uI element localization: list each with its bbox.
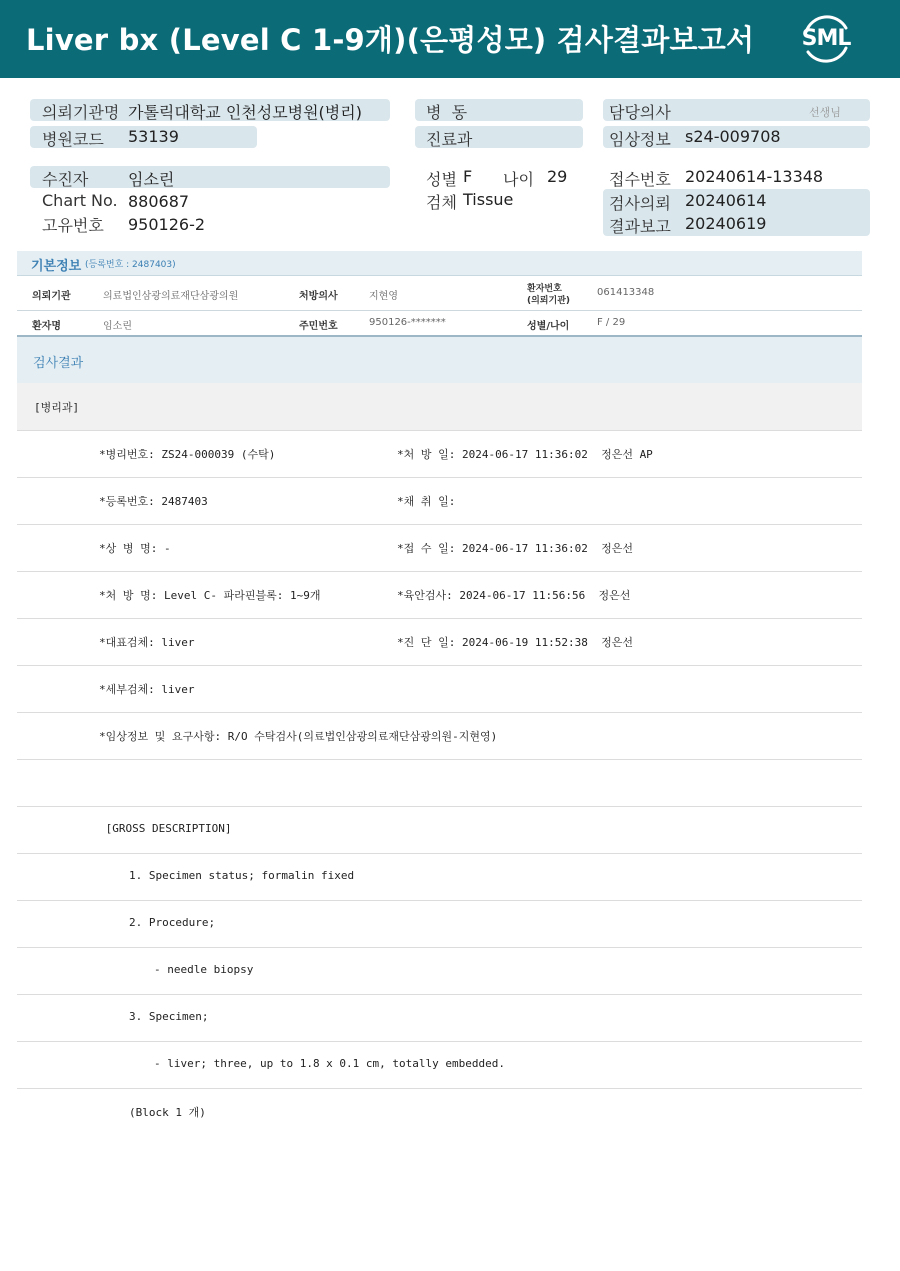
department-name: [병리과]	[34, 401, 80, 414]
inst-label: 의뢰기관	[32, 291, 71, 302]
age-label: 나이	[503, 170, 534, 189]
basic-info-title: 기본정보	[31, 259, 82, 274]
gross-row	[17, 807, 862, 854]
department-bar	[17, 383, 862, 431]
result-left-text: *임상정보 및 요구사항: R/O 수탁검사(의료법인삼광의료재단삼광의원-지현영)	[99, 730, 498, 743]
result-left-text: *처 방 명: Level C- 파라핀블록: 1~9개	[99, 589, 321, 602]
result-row	[17, 760, 862, 807]
sexage-value: F / 29	[597, 317, 626, 328]
result-left-text: *등록번호: 2487403	[99, 495, 208, 508]
result-row	[17, 666, 862, 713]
receipt-label: 접수번호	[609, 170, 671, 189]
hospital-code-value: 53139	[128, 127, 179, 146]
report-title: Liver bx (Level C 1-9개)(은평성모) 검사결과보고서	[26, 23, 755, 57]
basic-info-header	[17, 251, 862, 276]
doctor-label: 담당의사	[609, 103, 671, 122]
request-label: 검사의뢰	[609, 194, 671, 213]
results-header	[17, 336, 862, 383]
gross-row	[17, 854, 862, 901]
prescriber-value: 지현영	[369, 291, 398, 302]
name-label: 환자명	[32, 321, 61, 332]
result-right-text: *진 단 일: 2024-06-19 11:52:38 정은선	[397, 636, 633, 649]
rrn-value: 950126-*******	[369, 317, 446, 328]
gross-text: 1. Specimen status; formalin fixed	[129, 869, 355, 882]
department-label: 진료과	[426, 130, 473, 149]
gross-text: - needle biopsy	[154, 963, 254, 976]
basic-info-row-1	[17, 276, 862, 311]
result-row	[17, 431, 862, 478]
sex-value: F	[463, 167, 473, 186]
result-row	[17, 525, 862, 572]
result-row	[17, 713, 862, 760]
specimen-value: Tissue	[463, 190, 514, 209]
ward-label: 병 동	[426, 103, 468, 122]
result-right-text: *접 수 일: 2024-06-17 11:36:02 정은선	[397, 542, 633, 555]
registration-note: (등록번호 : 2487403)	[85, 260, 176, 270]
patno-value: 061413348	[597, 287, 655, 298]
chart-value: 880687	[128, 192, 190, 211]
report-header	[0, 0, 900, 78]
result-right-text: *채 취 일:	[397, 495, 456, 508]
gross-text: [GROSS DESCRIPTION]	[99, 822, 232, 835]
prescriber-label: 처방의사	[299, 291, 338, 302]
basic-info-row-2	[17, 311, 862, 336]
institution-label: 의뢰기관명	[42, 103, 120, 122]
doctor-suffix: 선생님	[809, 106, 841, 119]
specimen-label: 검체	[426, 193, 457, 212]
result-left-text: *대표검체: liver	[99, 636, 195, 649]
result-left-text: *세부검체: liver	[99, 683, 195, 696]
receipt-value: 20240614-13348	[685, 167, 824, 186]
sml-logo	[798, 12, 854, 66]
result-right-text: *육안검사: 2024-06-17 11:56:56 정은선	[397, 589, 631, 602]
sex-label: 성별	[426, 170, 457, 189]
gross-row	[17, 901, 862, 948]
patno-label-2: (의뢰기관)	[527, 296, 571, 306]
hospital-code-label: 병원코드	[42, 130, 104, 149]
report-value: 20240619	[685, 214, 767, 233]
request-value: 20240614	[685, 191, 767, 210]
name-value: 임소린	[103, 321, 132, 332]
gross-row	[17, 995, 862, 1042]
logo-text: SML	[801, 26, 851, 51]
rrn-label: 주민번호	[299, 321, 338, 332]
gross-text: 2. Procedure;	[129, 916, 216, 929]
unique-label: 고유번호	[42, 216, 104, 235]
clinical-value: s24-009708	[685, 127, 781, 146]
report-label: 결과보고	[609, 217, 671, 236]
inst-value: 의료법인삼광의료재단삼광의원	[103, 291, 239, 302]
gross-text: - liver; three, up to 1.8 x 0.1 cm, totally embedded.	[154, 1057, 505, 1070]
result-left-text: *병리번호: ZS24-000039 (수탁)	[99, 448, 276, 461]
result-left-text: *상 병 명: -	[99, 542, 171, 555]
age-value: 29	[547, 167, 568, 186]
result-right-text: *처 방 일: 2024-06-17 11:36:02 정은선 AP	[397, 448, 653, 461]
patient-value: 임소린	[128, 170, 175, 189]
result-row	[17, 572, 862, 619]
patno-label-1: 환자번호	[527, 284, 562, 294]
patient-label: 수진자	[42, 170, 89, 189]
result-row	[17, 478, 862, 525]
results-title: 검사결과	[33, 356, 84, 371]
gross-row	[17, 948, 862, 995]
result-row	[17, 619, 862, 666]
institution-value: 가톨릭대학교 인천성모병원(병리)	[128, 103, 362, 122]
gross-row	[17, 1089, 862, 1135]
gross-text: (Block 1 개)	[129, 1106, 206, 1119]
sexage-label: 성별/나이	[527, 321, 570, 332]
unique-value: 950126-2	[128, 215, 206, 234]
chart-label: Chart No.	[42, 191, 118, 210]
gross-row	[17, 1042, 862, 1089]
gross-text: 3. Specimen;	[129, 1010, 209, 1023]
clinical-label: 임상정보	[609, 130, 671, 149]
